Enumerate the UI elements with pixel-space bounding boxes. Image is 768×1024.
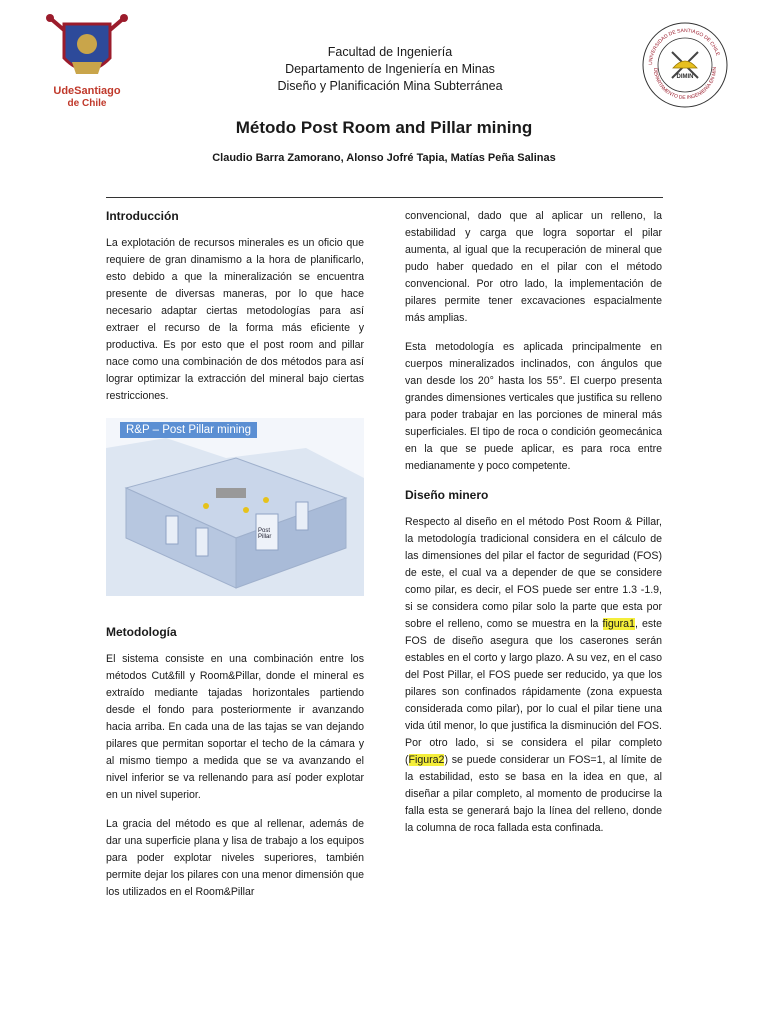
- figure1-reference-link[interactable]: figura1: [602, 618, 635, 630]
- metodologia-paragraph-2: La gracia del método es que al rellenar, además de dar una superficie plana y lisa de trabajo a los equipos para poder explotar niveles superiores, también permite dejar los pilares con una menor dimensión que los utilizados en el Room&Pillar: [106, 818, 364, 898]
- header-department: Departamento de Ingeniería en Minas: [285, 62, 495, 76]
- university-logo: [42, 10, 132, 110]
- diseno-paragraph: Respecto al diseño en el método Post Room & Pillar, la metodología tradicional considera en el cálculo de las dimensiones del pilar el factor de seguridad (FOS) de este, el cual va a depender de que se considere como pilar, es decir, el FOS puede ser entre 1.3 -1.9, si se considera como pilar solo la parte que esta por sobre el relleno, como se muestra en la figura1, este FOS de diseño asegura que los caserones serán estables en el corto y largo plazo. A su vez, en el caso del Post Pillar, el FOS puede ser reducido, ya que los pilares son confinados rápidamente (zona expuesta considerada como pilar), por lo cual el pilar tiene una vida útil menor, lo que justifica la disminución del FOS. Por otro lado, si se considera el pilar completo (Figura2) se puede considerar un FOS=1, al límite de la estabilidad, esto se basa en la idea en que, al diseñar a pilar completo, al momento de producirse la falla esta se generará bajo la línea del relleno, donde la columna de roca fallada esta confinada.: [405, 516, 662, 834]
- logo-text-line2: de Chile: [67, 98, 107, 109]
- logo-text-line1: UdeSantiago: [53, 85, 121, 97]
- section-introduccion: [106, 208, 364, 417]
- header-course: Diseño y Planificación Mina Subterránea: [277, 79, 503, 93]
- application-paragraph: Esta metodología es aplicada principalmente en cuerpos mineralizados inclinados, con ángulos que van desde los 20° hasta los 55°. El cuerpo presenta grandes dimensiones verticales que justifica su relleno para poder trabajar en las porciones de mineral más superficiales. El tipo de roca o condición geomecánica en la que se puede aplicar, es para roca entre medianamente y poco competente.: [405, 341, 662, 472]
- metodologia-paragraph-1: El sistema consiste en una combinación entre los métodos Cut&fill y Room&Pillar, donde el mineral es extraído mediante tajadas horizontales partiendo desde el fondo para posteriormente ir avanzando hacia arriba. En cada una de las tajas se van dejando pilares que permitan soportar el techo de la cámara y al mismo tiempo a medida que se va avanzando el nivel inferior se va rellenando para así poder explotar en un nivel superior.: [106, 653, 364, 801]
- paper-authors: Claudio Barra Zamorano, Alonso Jofré Tapia, Matías Peña Salinas: [212, 152, 556, 164]
- mine-diagram-illustration: [106, 418, 364, 596]
- logo-ring-top-text: UNIVERSIDAD DE SANTIAGO DE CHILE: [647, 27, 721, 66]
- section-heading: Introducción: [106, 209, 179, 223]
- method-figure: [106, 418, 364, 596]
- logo-ring-bottom-text: DEPARTAMENTO DE INGENIERÍA EN MIN: [651, 66, 719, 102]
- faculty-header: [180, 44, 600, 95]
- department-logo: [640, 20, 730, 110]
- right-column: [405, 208, 662, 849]
- intro-paragraph: La explotación de recursos minerales es un oficio que requiere de gran dinamismo a la hora de planificarlo, esto debido a que la mineralización se encuentra presente de diversas maneras, por lo que hace necesario adaptar ciertas metodologías para así extraer el recurso de la forma más eficiente y productiva. Es por esto que el post room and pillar nace como una combinación de dos métodos para así lograr optimizar la extracción del mineral bajo ciertas restricciones.: [106, 237, 364, 402]
- paper-title: Método Post Room and Pillar mining: [235, 118, 533, 137]
- section-heading-diseno: Diseño minero: [405, 488, 489, 502]
- header-faculty: Facultad de Ingeniería: [327, 45, 453, 59]
- figure-label: R&P – Post Pillar mining: [120, 422, 257, 438]
- header-divider: [106, 197, 663, 198]
- section-metodologia: [106, 624, 364, 913]
- logo-center-text: DIMIN: [676, 74, 694, 80]
- post-pillar-label: Post Pillar: [258, 528, 272, 540]
- continuation-paragraph: convencional, dado que al aplicar un relleno, la estabilidad y carga que logra soportar el pilar aumenta, al igual que la recuperación de mineral que pudo haber quedado en el pilar con el método convencional. Por otro lado, la implementación de pilares permite tener excavaciones espacialmente más amplias.: [405, 210, 662, 324]
- section-heading: Metodología: [106, 625, 177, 639]
- crest-icon: [46, 14, 128, 74]
- figure2-reference-link[interactable]: Figura2: [408, 754, 445, 766]
